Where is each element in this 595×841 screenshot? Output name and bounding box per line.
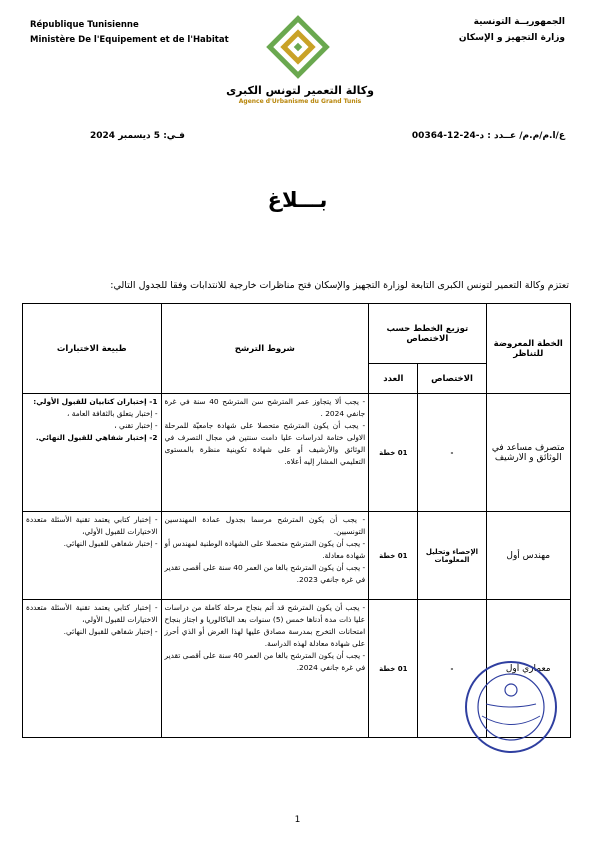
plan-cell: معماري أول — [486, 600, 570, 738]
plan-cell: مهندس أول — [486, 512, 570, 600]
header-left — [30, 18, 229, 48]
agency-logo-icon — [262, 14, 334, 80]
header-right — [459, 14, 565, 46]
condition-item: - يجب أن يكون المترشح مرسما بجدول عمادة المهندسين التونسيين. — [164, 515, 366, 536]
page-number: 1 — [294, 815, 301, 825]
official-stamp-icon — [462, 658, 560, 756]
tests-cell — [23, 600, 162, 738]
conditions-cell — [161, 600, 369, 738]
plan-cell: متصرف مساعد في الوثائق و الارشيف — [486, 394, 570, 512]
specialty-cell: الإحصاء وتحليل المعلومات — [418, 512, 486, 600]
republic-fr: République Tunisienne — [30, 20, 139, 30]
header-plan: الخطة المعروضة للتناظر — [486, 304, 570, 394]
test-item: - إختبار شفاهي للقبول النهائي. — [63, 539, 158, 548]
conditions-cell — [161, 512, 369, 600]
conditions-cell — [161, 394, 369, 512]
document-reference: ع/ا.م/م.م/ عــدد : د-24-12-00364 — [411, 131, 565, 141]
tests-cell — [23, 394, 162, 512]
agency-name-ar: وكالة التعمير لتونس الكبرى — [226, 84, 374, 97]
republic-ar: الجمهوريــة التونسية — [473, 17, 565, 27]
header-distribution: توزيع الخطط حسب الاختصاص — [369, 304, 486, 364]
document-date: فـي: 5 ديسمبر 2024 — [90, 131, 185, 141]
test-item: - إختبار شفاهي للقبول النهائي. — [63, 627, 158, 636]
tests-cell — [23, 512, 162, 600]
ministry-ar: وزارة التجهيز و الإسكان — [458, 33, 565, 43]
count-cell: 01 خطة — [369, 512, 418, 600]
condition-item: - يجب أن يكون المترشح بالغا من العمر 40 سنة على أقصى تقدير في غرة جانفي 2023. — [164, 563, 366, 584]
test-item: 2- إختبار شفاهي للقبول النهائي. — [35, 433, 158, 442]
condition-item: - يجب أن يكون المترشح متحصلا على الشهادة الوطنية لمهندس أو شهادة معادلة. — [164, 539, 366, 560]
agency-name-fr: Agence d'Urbanisme du Grand Tunis — [238, 98, 362, 105]
header-tests: طبيعة الاختبارات — [23, 304, 162, 394]
count-cell: 01 خطة — [369, 394, 418, 512]
count-cell: 01 خطة — [369, 600, 418, 738]
condition-item: - يجب أن يكون المترشح قد أتم بنجاح مرحلة كاملة من دراسات عليا ذات مدة أدناها خمس (5) سنوات بعد الباكالوريا و اجتاز بنجاح امتحانات التخرج بمدرسة مصادق عليها لهذا الغرض أو الذي أحرز على شهادة معادلة لهذه الدراسة. — [164, 603, 366, 648]
table-row — [23, 512, 571, 600]
header-count: العدد — [369, 364, 418, 394]
condition-item: - يجب أن يكون المترشح متحصلا على شهادة جامعيّة للمرحلة الاولى ختامة لدراسات عليا دامت سنتين في مجال التصرف في الوثائق والأرشيف أو على شهادة تكوينية منظرة بالمستوى التعليمي المشار إليه أعلاه. — [164, 421, 366, 466]
test-item: 1- إختباران كتابيان للقبول الأولي: — [33, 397, 158, 406]
intro-paragraph: تعتزم وكالة التعمير لتونس الكبرى التابعة لوزارة التجهيز والإسكان فتح مناظرات خارجية للانتدابات وفقا للجدول التالي: — [110, 280, 569, 291]
ministry-fr: Ministère De l'Equipement et de l'Habitat — [30, 35, 229, 45]
test-item: - إختبار تقني ، — [114, 421, 158, 430]
table-row — [23, 394, 571, 512]
page-title: بـــلاغ — [267, 188, 328, 212]
test-item: - إختبار كتابي يعتمد تقنية الأسئلة متعددة الاختيارات للقبول الأولي، — [26, 515, 158, 536]
header-specialty: الاختصاص — [418, 364, 486, 394]
header-conditions: شروط الترشح — [161, 304, 369, 394]
specialty-cell: - — [418, 600, 486, 738]
condition-item: - يجب أن يكون المترشح بالغا من العمر 40 سنة على أقصى تقدير في غرة جانفي 2024. — [164, 651, 366, 672]
condition-item: - يجب ألا يتجاوز عمر المترشح سن المترشح 40 سنة في غرة جانفي 2024 . — [164, 397, 366, 418]
test-item: - إختبار يتعلق بالثقافة العامة ، — [67, 409, 158, 418]
test-item: - إختبار كتابي يعتمد تقنية الأسئلة متعددة الاختيارات للقبول الأولي، — [26, 603, 158, 624]
specialty-cell: - — [418, 394, 486, 512]
